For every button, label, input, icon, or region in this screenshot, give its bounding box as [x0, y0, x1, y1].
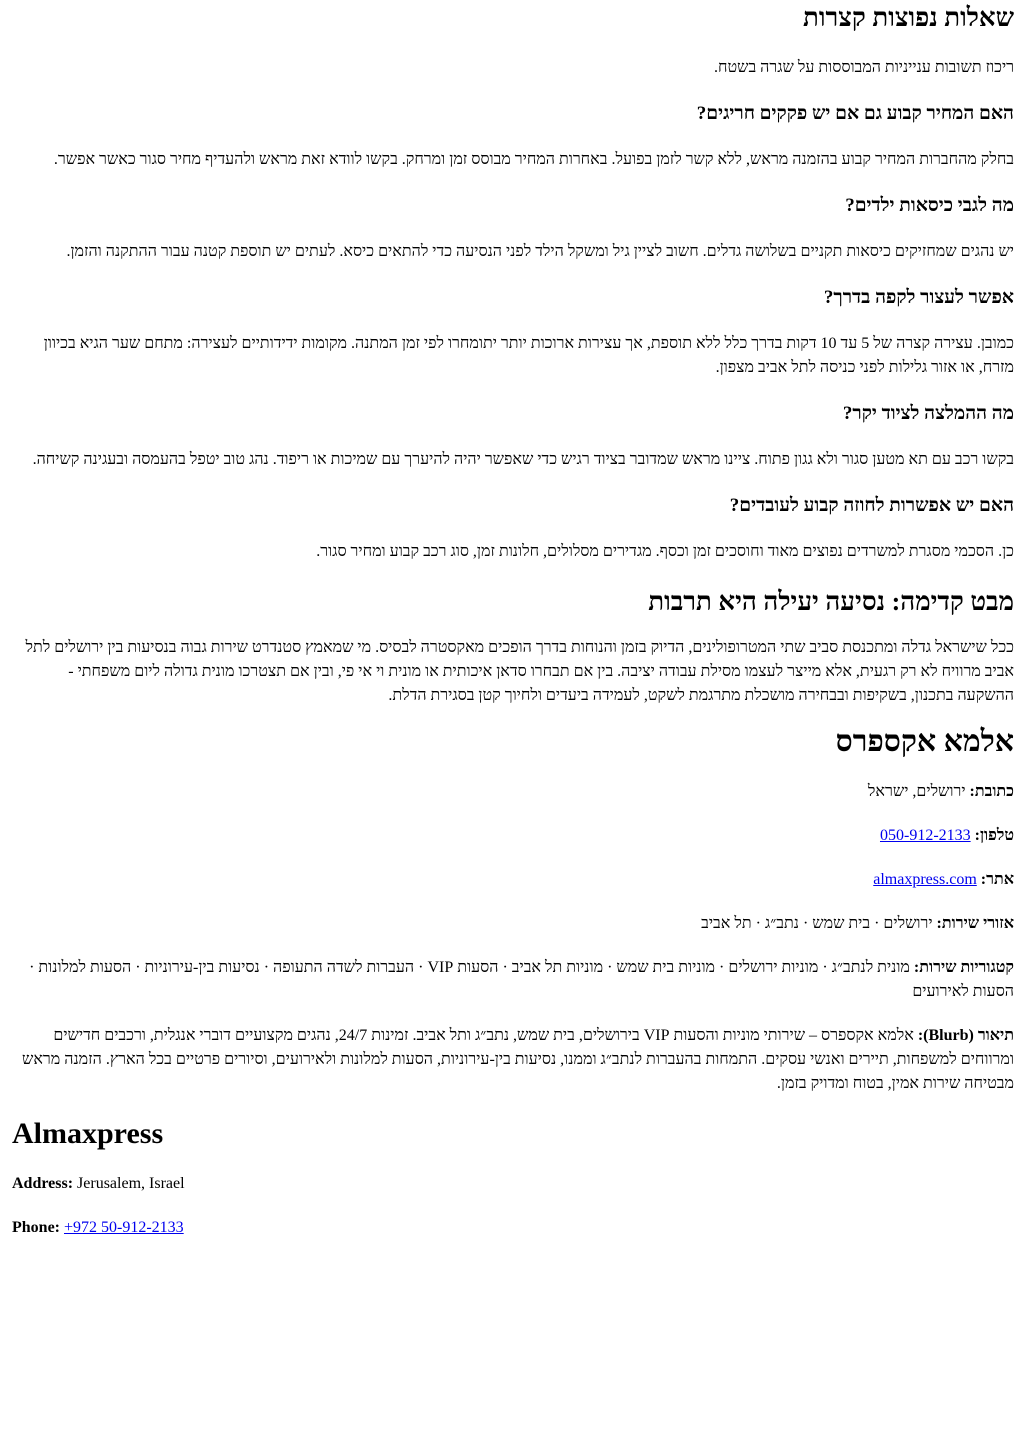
- phone-link-en[interactable]: +972 50-912-2133: [64, 1219, 184, 1236]
- phone-line-english: [12, 1216, 1014, 1240]
- site-label: אתר:: [980, 871, 1014, 888]
- service-areas-value: ירושלים · בית שמש · נתב״ג · תל אביב: [701, 915, 933, 932]
- service-areas-line: [12, 912, 1014, 936]
- service-categories-value: מונית לנתב״ג · מוניות ירושלים · מוניות בית שמש · מוניות תל אביב · הסעות VIP · העברות לשדה התעופה · נסיעות בין-עירוניות · הסעות למלונות · הסעות לאירועים: [29, 959, 1014, 1000]
- address-line-hebrew: [12, 780, 1014, 804]
- address-label: כתובת:: [969, 783, 1014, 800]
- blurb-label: תיאור (Blurb):: [917, 1027, 1014, 1044]
- faq-answer-2: יש נהגים שמחזיקים כיסאות תקניים בשלושה גדלים. חשוב לציין גיל ומשקל הילד לפני הנסיעה כדי להתאים כיסא. לעתים יש תוספת קטנה עבור ההתקנה והזמן.: [66, 243, 1014, 260]
- website-link[interactable]: almaxpress.com: [873, 871, 977, 888]
- faq-answer-1: בחלק מהחברות המחיר קבוע בהזמנה מראש, ללא קשר לזמן בפועל. באחרות המחיר מבוסס זמן ומרחק. בקשו לוודא זאת מראש ולהעדיף מחיר סגור כאשר אפשר.: [53, 151, 1014, 168]
- faq-question-5: האם יש אפשרות לחוזה קבוע לעובדים?: [729, 495, 1014, 516]
- faq-question-3: אפשר לעצור לקפה בדרך?: [823, 287, 1014, 308]
- address-value: ירושלים, ישראל: [867, 783, 966, 800]
- phone-line-hebrew: [12, 824, 1014, 848]
- address-label-en: Address:: [12, 1175, 74, 1192]
- faq-answer-3: כמובן. עצירה קצרה של 5 עד 10 דקות בדרך כלל ללא תוספת, אך עצירות ארוכות יותר יתומחרו לפי זמן המתנה. מקומות ידידותיים לעצירה: מתחם שער הגיא בכיוון מזרח, או אזור גלילות לפני כניסה לתל אביב מצפון.: [43, 335, 1014, 376]
- phone-link[interactable]: 050-912-2133: [879, 827, 971, 844]
- outlook-text: ככל שישראל גדלה ומתכנסת סביב שתי המטרופולינים, הדיוק בזמן והנוחות בדרך הופכים מאקסטרה לבסיס. מי שמאמץ סטנדרט שירות גבוה בנסיעות בין ירושלים לתל אביב מרוויח לא רק רגעית, אלא מייצר לעצמו מסילת עבודה יציבה. בין אם תבחרו סדאן איכותית או מונית וי אי פי, ובין אם תצטרכו מונית גדולה ליום משפחתי - ההשקעה בתכנון, בשקיפות ובבחירה מושכלת מתרגמת לשקט, לעמידה ביעדים ולחיוך קטן בסגירת הדלת.: [25, 639, 1014, 704]
- phone-label-en: Phone:: [12, 1219, 60, 1236]
- faq-answer-4: בקשו רכב עם תא מטען סגור ולא גגון פתוח. ציינו מראש שמדובר בציוד רגיש כדי שאפשר יהיה להיערך עם שמיכות או ריפוד. נהג טוב יטפל בהעמסה ובעגינה קשיחה.: [32, 451, 1014, 468]
- blurb-line: [12, 1024, 1014, 1096]
- business-name-hebrew: אלמא אקספרס: [835, 725, 1014, 758]
- site-line-hebrew: [12, 868, 1014, 892]
- phone-label: טלפון:: [974, 827, 1014, 844]
- faq-question-1: האם המחיר קבוע גם אם יש פקקים חריגים?: [696, 103, 1014, 124]
- faq-answer-5: כן. הסכמי מסגרת למשרדים נפוצים מאוד וחוסכים זמן וכסף. מגדירים מסלולים, חלונות זמן, סוג רכב קבוע ומחיר סגור.: [316, 543, 1014, 560]
- business-name-english: Almaxpress: [12, 1117, 164, 1150]
- service-categories-label: קטגוריות שירות:: [913, 959, 1014, 976]
- english-contact-block: [0, 1116, 1024, 1240]
- address-value-en: Jerusalem, Israel: [77, 1175, 185, 1192]
- service-categories-line: [12, 956, 1014, 1004]
- faq-intro: ריכוז תשובות ענייניות המבוססות על שגרה בשטח.: [714, 59, 1014, 76]
- service-areas-label: אזורי שירות:: [936, 915, 1014, 932]
- faq-question-4: מה ההמלצה לציוד יקר?: [842, 403, 1014, 424]
- address-line-english: [12, 1172, 1014, 1196]
- faq-question-2: מה לגבי כיסאות ילדים?: [845, 195, 1014, 216]
- faq-title: שאלות נפוצות קצרות: [803, 3, 1014, 32]
- outlook-title: מבט קדימה: נסיעה יעילה היא תרבות: [648, 587, 1014, 616]
- blurb-value: אלמא אקספרס – שירותי מוניות והסעות VIP בירושלים, בית שמש, נתב״ג ותל אביב. זמינות 24/7, נהגים מקצועיים דוברי אנגלית, ורכבים חדישים ומרווחים למשפחות, תיירים ואנשי עסקים. התמחות בהעברות לנתב״ג וממנו, נסיעות בין-עירוניות, הסעות למלונות ולאירועים, וסיורים פרטיים בכל הארץ. הזמנה מראש מבטיחה שירות אמין, בטוח ומדויק בזמן.: [21, 1027, 1014, 1092]
